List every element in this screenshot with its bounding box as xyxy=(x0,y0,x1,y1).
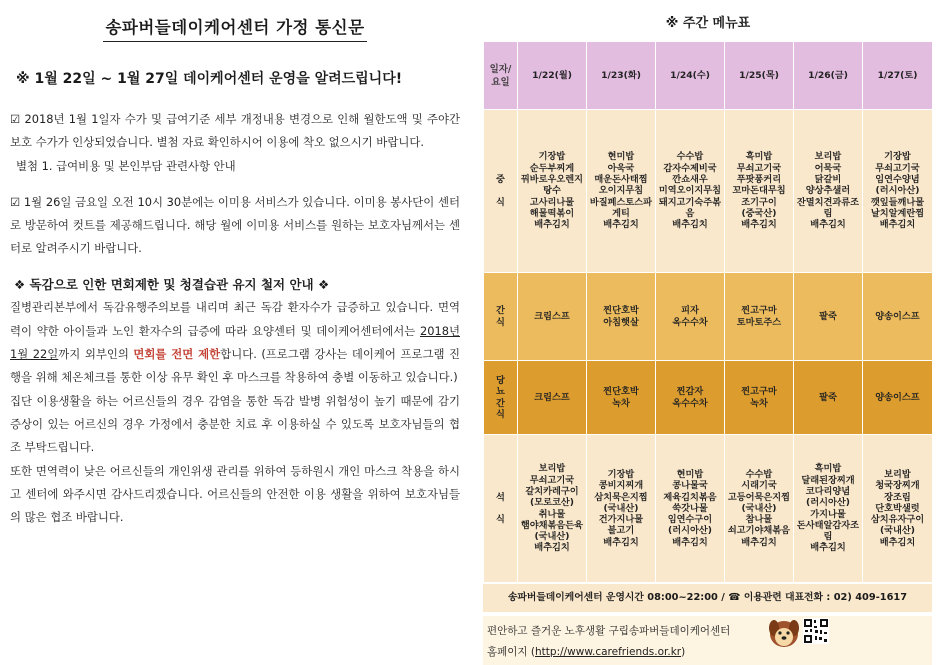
menu-cell: 수수밥 시래기국 고등어묵은지찜 (국내산) 참나물 쇠고기야채볶음 배추김치 xyxy=(725,435,794,583)
notice-paragraph-visit-restriction: 질병관리본부에서 독감유행주의보를 내리며 최근 독감 환자수가 급증하고 있습니다. 면역력이 약한 아이들과 노인 환자수의 급증에 따라 요양센터 및 데이케어센터에서는 2018년 1월 22일까지 외부인의 면회를 전면 제한합니다. (프로그램 강사는 데이케어 프로그램 진행을 위해 체온체크를 통한 이상 유무 확인 후 마스크를 착용하여 충별 이동하고 있습니다.) xyxy=(10,300,460,385)
menu-cell: 기장밥 무쇠고기국 임연수양념 (러시아산) 깻잎들깨나물 날치알계란찜 배추김치 xyxy=(863,110,933,273)
attachment-note: 별첨 1. 급여비용 및 본인부담 관련사항 안내 xyxy=(16,158,236,173)
footer-info xyxy=(483,616,932,665)
menu-cell: 팥죽 xyxy=(794,273,863,361)
menu-cell: 보리밥 무쇠고기국 갈치카레구이 (모로코산) 취나물 햄야채볶음든육 (국내산) 배추김치 xyxy=(518,435,587,583)
menu-cell: 찐감자 옥수수차 xyxy=(656,361,725,435)
flu-section-title: ❖ 독감으로 인한 면회제한 및 청결습관 유지 철저 안내 ❖ xyxy=(14,277,330,293)
document-title: 송파버들데이케어센터 가정 통신문 xyxy=(10,10,460,42)
menu-cell: 찐단호박 녹차 xyxy=(587,361,656,435)
menu-row-diabetic-snack xyxy=(484,361,933,435)
qr-code-icon[interactable] xyxy=(803,618,829,644)
menu-cell: 현미밥 아욱국 매운돈사태찜 오이지무침 바질페스토스파게티 배추김치 xyxy=(587,110,656,273)
day-column-header: 일자/ 요일 xyxy=(484,42,518,110)
menu-row-lunch xyxy=(484,110,933,273)
menu-cell: 찐단호박 아침햇살 xyxy=(587,273,656,361)
menu-cell: 찐고구마 토마토주스 xyxy=(725,273,794,361)
weekly-menu-table xyxy=(483,41,933,583)
mascot-dog-icon xyxy=(767,616,801,650)
notice-paragraph-haircut: ☑ 1월 26일 금요일 오전 10시 30분에는 이미용 서비스가 있습니다. 이미용 봉사단이 센터로 방문하여 컷트를 제공해드립니다. 해당 월에 이미용 서비스를 원하는 보호자님께서는 센터로 알려주시기 바랍니다. xyxy=(10,194,460,256)
restriction-date: 2018년 1월 22일 xyxy=(10,323,460,362)
menu-cell: 크림스프 xyxy=(518,361,587,435)
menu-cell: 크림스프 xyxy=(518,273,587,361)
menu-cell: 팥죽 xyxy=(794,361,863,435)
date-header: 1/22(월) xyxy=(518,42,587,110)
notice-headline: ※ 1월 22일 ~ 1월 27일 데이케어센터 운영을 알려드립니다! xyxy=(16,71,403,87)
menu-cell: 흑미밥 무쇠고기국 푸팟퐁커리 꼬마돈대무침 조기구이 (중국산) 배추김치 xyxy=(725,110,794,273)
operation-hours: 송파버들데이케어센터 운영시간 08:00~22:00 / ☎ 이용관련 대표전화 : 02) 409-1617 xyxy=(483,584,932,612)
homepage-link[interactable]: 홈페이지 (http://www.carefriends.or.kr) xyxy=(487,646,686,658)
menu-title: ※ 주간 메뉴표 xyxy=(665,16,751,31)
menu-cell: 현미밥 콩나물국 제육김치볶음 쑥갓나물 임연수구이 (러시아산) 배추김치 xyxy=(656,435,725,583)
homepage-url: http://www.carefriends.or.kr xyxy=(535,646,682,658)
restriction-highlight: 면회를 전면 제한 xyxy=(133,347,221,362)
notice-paragraph-fee-change: ☑ 2018년 1월 1일자 수가 및 급여기준 세부 개정내용 변경으로 인해 월한도액 및 주야간보호 수가가 인상되었습니다. 별첨 자료 확인하시어 이용에 착오 없으시기 바랍니다. xyxy=(10,112,460,150)
center-slogan: 편안하고 즐거운 노후생활 구립송파버들데이케어센터 xyxy=(487,625,731,637)
menu-cell: 양송이스프 xyxy=(863,273,933,361)
date-header: 1/24(수) xyxy=(656,42,725,110)
notice-column xyxy=(10,10,460,529)
notice-paragraph-cooperation: 집단 이용생활을 하는 어르신들의 경우 감염을 통한 독감 발병 위험성이 높기 때문에 감기증상이 있는 어르신의 경우 가정에서 충분한 치료 후 이용하실 수 있도록 보호자님들의 협조 부탁드립니다. xyxy=(10,393,460,455)
menu-cell: 보리밥 어묵국 닭갈비 양상추샐러 잔멸치견과류조림 배추김치 xyxy=(794,110,863,273)
date-header: 1/25(목) xyxy=(725,42,794,110)
menu-cell: 흑미밥 달래된장찌개 코다리양념 (러시아산) 가지나물 돈사태알감자조림 배추김치 xyxy=(794,435,863,583)
notice-paragraph-mask: 또한 면역력이 낮은 어르신들의 개인위생 관리를 위하여 등하원시 개인 마스크 착용을 하시고 센터에 와주시면 감사드리겠습니다. 어르신들의 안전한 이용 생활을 위하여 보호자님들의 많은 협조 바랍니다. xyxy=(10,463,460,525)
menu-column xyxy=(483,10,933,665)
menu-row-snack xyxy=(484,273,933,361)
meal-label: 간 식 xyxy=(484,273,518,361)
date-header: 1/27(토) xyxy=(863,42,933,110)
menu-cell: 수수밥 감자수제비국 깐쇼새우 미역오이지무침 돼지고기숙주볶음 배추김치 xyxy=(656,110,725,273)
date-header: 1/26(금) xyxy=(794,42,863,110)
menu-cell: 양송이스프 xyxy=(863,361,933,435)
meal-label: 석 식 xyxy=(484,435,518,583)
meal-label: 당 뇨 간 식 xyxy=(484,361,518,435)
menu-cell: 보리밥 청국장찌개 장조림 단호박샐럿 삼치유자구이 (국내산) 배추김치 xyxy=(863,435,933,583)
menu-cell: 피자 옥수수차 xyxy=(656,273,725,361)
date-header: 1/23(화) xyxy=(587,42,656,110)
menu-header-row xyxy=(484,42,933,110)
menu-cell: 기장밥 콩비지찌개 삼치묵은지찜 (국내산) 건가지나물 불고기 배추김치 xyxy=(587,435,656,583)
menu-cell: 기장밥 순두부찌게 꿔바로우오렌지탕수 고사리나물 해물떡볶이 배추김치 xyxy=(518,110,587,273)
meal-label: 중 식 xyxy=(484,110,518,273)
menu-cell: 찐고구마 녹차 xyxy=(725,361,794,435)
menu-row-dinner xyxy=(484,435,933,583)
